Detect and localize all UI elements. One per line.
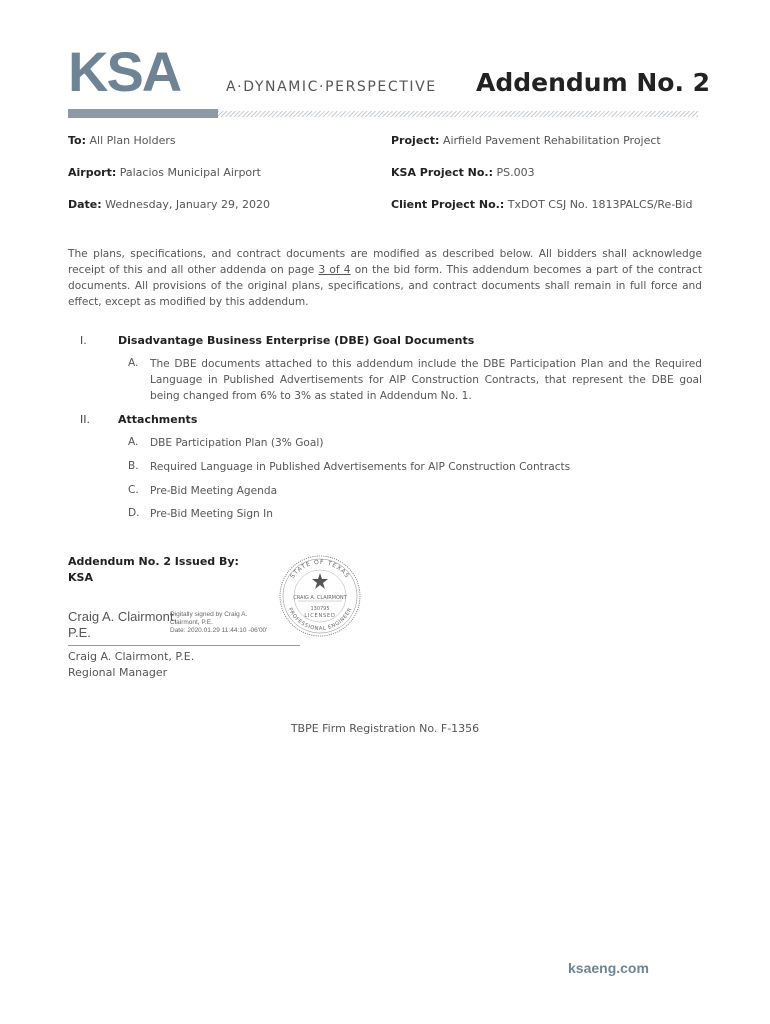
ksa-logo: KSA [68, 40, 181, 103]
project-value: Airfield Pavement Rehabilitation Project [442, 134, 661, 147]
website-link[interactable]: ksaeng.com [568, 960, 649, 976]
tbpe-registration: TBPE Firm Registration No. F-1356 [290, 722, 480, 735]
signer-role: Regional Manager [68, 666, 168, 679]
client-project-label: Client Project No.: [391, 198, 505, 211]
list-item: Pre-Bid Meeting Agenda [150, 485, 278, 497]
issuer-name: KSA [68, 571, 93, 584]
ksa-project-label: KSA Project No.: [391, 166, 494, 179]
item-letter: C. [128, 484, 139, 496]
signature-stamp-line: Digitally signed by Craig A. [170, 611, 248, 618]
section-title: Disadvantage Business Enterprise (DBE) Goal Documents [118, 334, 475, 347]
airport-field [68, 166, 261, 179]
seal-engineer-name: CRAIG A. CLAIRMONT [293, 595, 347, 601]
signature-stamp-line: Date: 2020.01.29 11:44:10 -06'00' [170, 627, 268, 634]
seal-license-number: 130795 [310, 606, 330, 612]
client-project-value: TxDOT CSJ No. 1813PALCS/Re-Bid [507, 198, 693, 211]
signature-name-line: Craig A. Clairmont, [68, 609, 178, 624]
issued-by-line: Addendum No. 2 Issued By: [68, 555, 239, 568]
client-project-field [391, 198, 692, 211]
airport-label: Airport: [68, 166, 117, 179]
intro-text-part1: The plans, specifications, and contract documents are modified as described below. All bidders shall acknowledge receipt of this and all other addenda on page [68, 248, 702, 276]
bid-form-page-ref: 3 of 4 [318, 264, 351, 276]
digital-signature-name [68, 609, 177, 641]
to-field [68, 134, 176, 147]
date-label: Date: [68, 198, 102, 211]
issued-by-block [68, 554, 239, 586]
logo-tagline: A·DYNAMIC·PERSPECTIVE [226, 79, 437, 95]
digital-signature-stamp [170, 611, 267, 635]
project-label: Project: [391, 134, 440, 147]
seal-state-text: STATE OF TEXAS [289, 558, 351, 580]
list-item: The DBE documents attached to this addendum include the DBE Participation Plan and the Required Language in Published Advertisements for AIP Construction Contracts, that represent the DBE goal being changed from 6% to 3% as stated in Addendum No. 1. [150, 358, 702, 402]
intro-paragraph [68, 246, 702, 310]
to-value: All Plan Holders [89, 134, 176, 147]
logo-underline [68, 109, 218, 118]
date-field [68, 198, 270, 211]
item-letter: A. [128, 436, 139, 448]
seal-licensed-text: LICENSED [304, 613, 336, 619]
signature-line [68, 645, 300, 646]
document-title: Addendum No. 2 [476, 68, 711, 97]
ksa-project-value: PS.003 [496, 166, 535, 179]
section-number: I. [80, 334, 87, 347]
list-item: Required Language in Published Advertisements for AIP Construction Contracts [150, 461, 571, 473]
intro-text-part2: on the bid form. This addendum becomes a part of the contract documents. All provisions of the original plans, specifications, and contract documents shall remain in full force and effect, except as modified by this addendum. [68, 264, 702, 308]
section-number: II. [80, 413, 90, 426]
signature-stamp-line: Clairmont, P.E. [170, 619, 213, 626]
professional-engineer-seal-icon [278, 554, 362, 638]
list-item: DBE Participation Plan (3% Goal) [150, 437, 324, 449]
item-letter: D. [128, 507, 140, 519]
seal-profession-text: PROFESSIONAL ENGINEER [286, 606, 354, 633]
project-field [391, 134, 661, 147]
header-hatch-divider [218, 111, 698, 117]
signature-name-line: P.E. [68, 625, 91, 640]
item-letter: B. [128, 460, 139, 472]
list-item: Pre-Bid Meeting Sign In [150, 508, 273, 520]
date-value: Wednesday, January 29, 2020 [105, 198, 271, 211]
section-title: Attachments [118, 413, 198, 426]
item-letter: A. [128, 357, 139, 369]
airport-value: Palacios Municipal Airport [119, 166, 261, 179]
signer-name: Craig A. Clairmont, P.E. [68, 650, 195, 663]
signer-block [68, 649, 194, 681]
to-label: To: [68, 134, 86, 147]
ksa-project-field [391, 166, 535, 179]
